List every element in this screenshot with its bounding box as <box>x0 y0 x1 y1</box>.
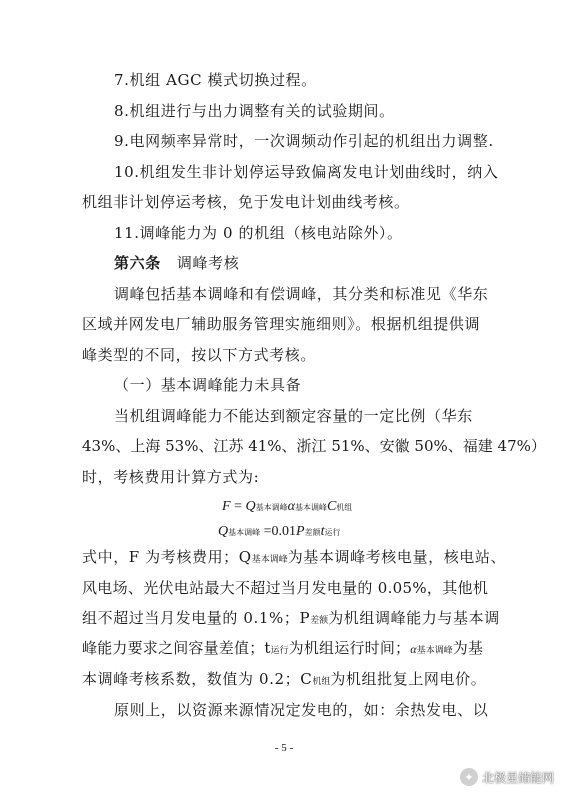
article-number: 第六条 <box>114 254 161 272</box>
text-line: 8.机组进行与出力调整有关的试验期间。 <box>114 102 395 120</box>
formula-q: Q基本调峰 =0.01P差额t运行 <box>218 524 341 539</box>
text-line: 本调峰考核系数，数值为 0.2；C机组为机组批复上网电价。 <box>82 670 487 688</box>
formula-f: F = Q基本调峰α基本调峰C机组 <box>222 499 353 514</box>
text-line: 风电场、光伏电站最大不超过当月发电量的 0.05%，其他机 <box>82 579 489 597</box>
text-line: 区域并网发电厂辅助服务管理实施细则》。根据机组提供调 <box>82 315 481 333</box>
section-heading: （一）基本调峰能力未具备 <box>114 376 302 394</box>
wechat-logo-icon: ✦ <box>460 768 478 786</box>
watermark <box>460 768 554 786</box>
watermark-text: 北极星储能网 <box>481 770 554 785</box>
text-line: 9.电网频率异常时，一次调频动作引起的机组出力调整. <box>114 132 494 150</box>
text-line: 11.调峰能力为 0 的机组（核电站除外）。 <box>114 224 403 242</box>
text-line: 峰类型的不同，按以下方式考核。 <box>82 346 317 364</box>
text-line: 式中，F 为考核费用；Q基本调峰为基本调峰考核电量，核电站、 <box>82 548 507 566</box>
article-title: 调峰考核 <box>176 254 240 272</box>
text-line: 调峰包括基本调峰和有偿调峰，其分类和标准见《华东 <box>114 285 489 303</box>
article-heading <box>114 253 239 273</box>
text-line: 峰能力要求之间容量差值；t运行为机组运行时间；α基本调峰为基 <box>82 639 484 657</box>
text-line: 时，考核费用计算方式为: <box>82 468 260 486</box>
text-line: 原则上，以资源来源情况定发电的，如：余热发电、以 <box>114 701 489 719</box>
page-number: - 5 - <box>274 742 294 754</box>
text-line: 组不超过当月发电量的 0.1%；P差额为机组调峰能力与基本调 <box>82 609 500 627</box>
text-line: 机组非计划停运考核，免于发电计划曲线考核。 <box>82 193 410 211</box>
text-line: 7.机组 AGC 模式切换过程。 <box>114 71 317 89</box>
text-line: 当机组调峰能力不能达到额定容量的一定比例（华东 <box>114 407 473 425</box>
text-line: 43%、上海 53%、江苏 41%、浙江 51%、安徽 50%、福建 47%） <box>82 437 546 455</box>
text-line: 10.机组发生非计划停运导致偏离发电计划曲线时，纳入 <box>114 163 499 181</box>
